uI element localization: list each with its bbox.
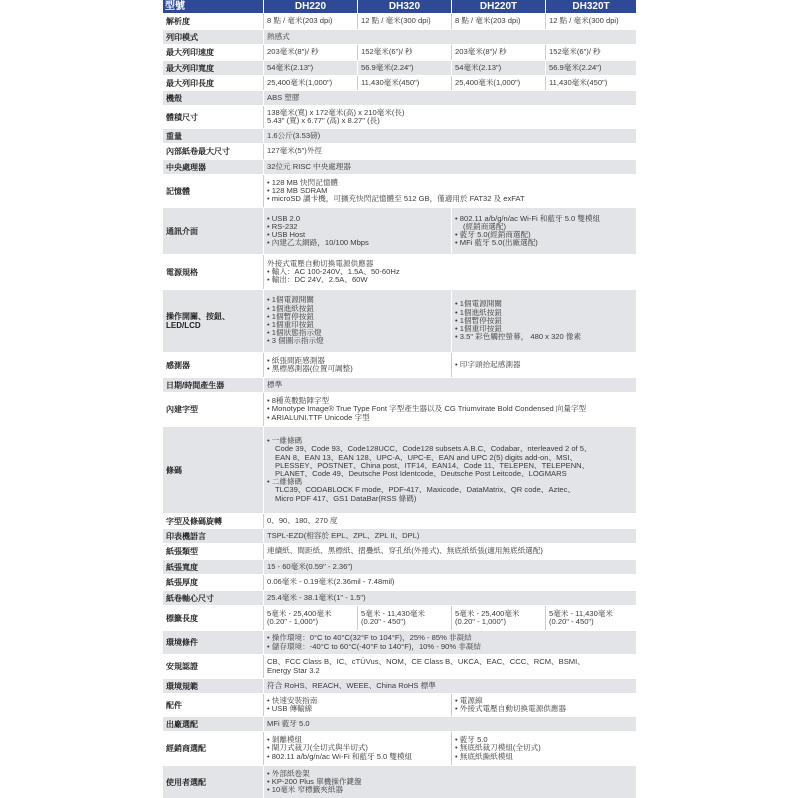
text-line: 12 點 / 毫米(300 dpi) — [549, 16, 619, 26]
text-line: PLANET、Code 49、Deutsche Post Identcode、Deutsche Post Leitcode、LOGMARS — [275, 469, 567, 478]
value-cell — [263, 717, 636, 731]
text-line: PLESSEY、POSTNET、China post、ITF14、EAN14、Code 11、TELEPEN、TELEPENN、 — [275, 460, 590, 470]
row-label: 解析度 — [166, 17, 190, 26]
row-label: 環境規範 — [166, 681, 198, 691]
value-cell — [451, 694, 636, 716]
table-row — [163, 528, 636, 543]
header-dh320: DH320 — [357, 0, 451, 13]
value-cell — [263, 30, 636, 44]
text-line: 1.6公斤(3.53磅) — [267, 130, 321, 140]
spec-table — [163, 0, 636, 798]
table-row — [163, 765, 636, 798]
text-line: Code 39、Code 93、Code128UCC、Code128 subsets A.B.C、Codabar、nterleaved 2 of 5、 — [275, 444, 592, 454]
table-row — [163, 289, 636, 352]
value-cell — [357, 76, 451, 90]
row-label: 出廠選配 — [166, 719, 198, 729]
text-line: TSPL-EZD(相容於 EPL、ZPL、ZPL II、DPL) — [267, 530, 420, 540]
table-row — [163, 143, 636, 159]
row-label: 感測器 — [166, 360, 190, 370]
value-cell — [263, 591, 636, 605]
bullet-item: • MFi 藍牙 5.0(出廠選配) — [455, 238, 538, 248]
header-dh220: DH220 — [263, 0, 357, 13]
row-label: 環境條件 — [166, 638, 198, 647]
bullet-item: • microSD 讀卡機，可擴充快閃記憶體至 512 GB，僅適用於 FAT32 及 exFAT — [267, 194, 525, 204]
bullet-item: • KP-200 Plus 單機操作鍵盤 — [267, 776, 362, 786]
bullet-item: • 二維條碼 — [267, 477, 303, 487]
table-row — [163, 605, 636, 630]
bullet-item: • 1個暫停按鈕 — [455, 315, 502, 325]
table-row — [163, 426, 636, 513]
table-row — [163, 590, 636, 605]
table-row — [163, 693, 636, 716]
bullet-item: • 印字頭抬起感測器 — [455, 359, 521, 369]
row-label: 印表機語言 — [166, 531, 206, 541]
table-row — [163, 174, 636, 207]
table-row — [163, 559, 636, 574]
row-label: 字型及條碼旋轉 — [166, 516, 222, 526]
bullet-item: • 1個重印按鈕 — [267, 320, 314, 329]
text-line: 54毫米(2.13") — [267, 62, 314, 72]
value-cell — [263, 766, 636, 798]
header-dh220t: DH220T — [451, 0, 545, 13]
bullet-item: • 內建乙太網路，10/100 Mbps — [267, 238, 369, 248]
text-line: 152毫米(6")/ 秒 — [361, 47, 413, 57]
text-line: 5毫米 - 11,430毫米 — [361, 608, 426, 618]
table-row — [163, 60, 636, 75]
value-cell — [263, 14, 357, 29]
value-cell — [263, 208, 451, 254]
table-row — [163, 392, 636, 426]
text-line: 5.43" (寬) x 6.77" (高) x 8.27" (長) — [267, 116, 380, 125]
table-row — [163, 75, 636, 90]
text-line: 5毫米 - 25,400毫米 — [267, 608, 332, 618]
value-cell — [263, 393, 636, 426]
bullet-item: • 閘刀式裁刀(全切式與半切式) — [267, 743, 368, 753]
text-line: 標準 — [267, 379, 283, 389]
value-cell — [545, 14, 636, 29]
text-line: Energy Star 3.2 — [267, 665, 320, 675]
bullet-item: • 輸出：DC 24V、2.5A、60W — [267, 275, 368, 285]
value-cell — [451, 208, 636, 254]
text-line: 外接式電壓自動切換電源供應器 — [267, 258, 374, 268]
text-line: MFi 藍牙 5.0 — [267, 718, 310, 728]
row-label: 標籤長度 — [166, 613, 198, 623]
table-row — [163, 105, 636, 128]
text-line: 54毫米(2.13") — [455, 62, 502, 72]
text-line: 56.9毫米(2.24") — [361, 62, 414, 72]
text-line: (0.20" - 450") — [549, 617, 594, 626]
value-cell — [263, 631, 636, 654]
text-line: 5毫米 - 25,400毫米 — [455, 608, 520, 618]
text-line: 127毫米(5")外徑 — [267, 146, 323, 156]
bullet-item: • 電源線 — [455, 695, 483, 705]
value-cell — [451, 732, 636, 765]
bullet-item: • 藍牙 5.0 — [455, 735, 488, 745]
table-row — [163, 654, 636, 678]
row-label: 紙張類型 — [166, 547, 198, 556]
value-cell — [451, 290, 636, 352]
value-cell — [263, 529, 636, 543]
text-line: 12 點 / 毫米(300 dpi) — [361, 16, 431, 26]
text-line: 152毫米(6")/ 秒 — [549, 47, 601, 57]
bullet-item: • 儲存環境：-40°C to 60°C(-40°F to 140°F)，10% - 90% 非凝結 — [267, 641, 481, 651]
bullet-item: • RS-232 — [267, 221, 298, 231]
bullet-item: • 外接式電壓自動切換電源供應器 — [455, 704, 567, 713]
text-line: (經銷商選配) — [463, 221, 507, 231]
text-line: 8 點 / 毫米(203 dpi) — [455, 16, 521, 26]
value-cell — [451, 45, 545, 60]
text-line: ABS 塑膠 — [267, 92, 300, 102]
value-cell — [545, 76, 636, 90]
bullet-item: • USB Host — [267, 230, 306, 239]
text-line: 25.4毫米 - 38.1毫米(1" - 1.5") — [267, 592, 366, 602]
text-line: 15 - 60毫米(0.59" - 2.36") — [267, 561, 353, 571]
row-label: 內部紙卷最大尺寸 — [166, 147, 230, 156]
row-label: 操作開關、按鈕、 LED/LCD — [166, 312, 230, 330]
value-cell — [263, 353, 451, 377]
bullet-item: • 1個電源開關 — [267, 295, 314, 305]
text-line: 203毫米(8")/ 秒 — [267, 47, 319, 57]
value-cell — [451, 353, 636, 377]
bullet-item: • USB 傳輸線 — [267, 704, 313, 713]
table-row — [163, 13, 636, 29]
row-label: 紙張厚度 — [166, 578, 198, 587]
value-cell — [263, 544, 636, 559]
text-line: Micro PDF 417、GS1 DataBar(RSS 條碼) — [275, 493, 417, 503]
row-label: 通訊介面 — [166, 226, 198, 236]
row-label: 體積尺寸 — [166, 112, 198, 122]
bullet-item: • 無底紙裁刀模組(全切式) — [455, 743, 541, 753]
text-line: CB、FCC Class B、IC、cTÜVus、NOM、CE Class B、UKCA、EAC、CCC、RCM、BSMI、 — [267, 657, 585, 667]
bullet-item: • 黑標感測器(位置可調整) — [267, 364, 353, 373]
bullet-item: • 1個狀態指示燈 — [267, 328, 322, 338]
text-line: 25,400毫米(1,000") — [267, 77, 333, 87]
row-label: 中央處理器 — [166, 162, 206, 172]
bullet-item: • 輸入：AC 100-240V、1.5A、50-60Hz — [267, 266, 400, 276]
row-label: 條碼 — [166, 465, 182, 475]
bullet-item: • 3.5" 彩色觸控螢幕， 480 x 320 像素 — [455, 332, 582, 342]
table-row — [163, 543, 636, 559]
value-cell — [357, 606, 451, 630]
row-label: 日期/時間產生器 — [166, 380, 225, 390]
row-label: 最大列印速度 — [166, 48, 214, 57]
table-row — [163, 630, 636, 654]
table-row — [163, 513, 636, 528]
value-cell — [263, 694, 451, 716]
bullet-item: • ARIALUNI.TTF Unicode 字型 — [267, 412, 370, 422]
table-row — [163, 207, 636, 254]
bullet-item: • 10毫米 窄標籤夾紙器 — [267, 785, 344, 795]
text-line: 203毫米(8")/ 秒 — [455, 47, 507, 57]
value-cell — [263, 560, 636, 574]
row-label: 機殼 — [166, 93, 182, 103]
bullet-item: • 1個進紙按鈕 — [267, 303, 314, 313]
value-cell — [357, 61, 451, 75]
text-line: 32位元 RISC 中央處理器 — [267, 161, 351, 171]
text-line: 符合 RoHS、REACH、WEEE、China RoHS 標準 — [267, 680, 436, 690]
table-row — [163, 731, 636, 765]
bullet-item: • 802.11 a/b/g/n/ac Wi-Fi 和藍牙 5.0 雙模組 — [267, 751, 413, 761]
value-cell — [263, 76, 357, 90]
text-line: 11,430毫米(450") — [361, 77, 420, 87]
row-label: 最大列印長度 — [166, 78, 214, 88]
row-label: 經銷商選配 — [166, 744, 206, 753]
value-cell — [545, 606, 636, 630]
value-cell — [263, 91, 636, 105]
table-row — [163, 377, 636, 392]
table-header — [163, 0, 636, 13]
bullet-item: • 128 MB 快閃記憶體 — [267, 177, 339, 187]
value-cell — [263, 45, 357, 60]
text-line: TLC39、CODABLOCK F mode、PDF-417、Maxicode、DataMatrix、QR code、Aztec、 — [275, 485, 576, 495]
text-line: 連續紙、間距紙、黑標紙、摺疊紙、穿孔紙(外捲式)、無底紙紙張(適用無底紙選配) — [267, 546, 543, 556]
value-cell — [263, 61, 357, 75]
value-cell — [263, 732, 451, 765]
bullet-item: • 8種英數點陣字型 — [267, 396, 330, 406]
value-cell — [263, 144, 636, 159]
text-line: 138毫米(寬) x 172毫米(高) x 210毫米(長) — [267, 107, 405, 117]
row-label: 配件 — [166, 700, 182, 710]
bullet-item: • 快速安裝指南 — [267, 695, 318, 705]
value-cell — [263, 427, 636, 513]
value-cell — [263, 575, 636, 590]
bullet-item: • 外部紙卷架 — [267, 768, 310, 778]
bullet-item: • 802.11 a/b/g/n/ac Wi-Fi 和藍牙 5.0 雙模組 — [455, 213, 601, 223]
value-cell — [451, 61, 545, 75]
text-line: (0.20" - 1,000") — [455, 617, 506, 626]
row-label: 最大列印寬度 — [166, 63, 214, 73]
bullet-item: • 1個進紙按鈕 — [455, 307, 502, 317]
row-label: 使用者選配 — [166, 777, 206, 787]
value-cell — [263, 378, 636, 392]
value-cell — [451, 606, 545, 630]
table-row — [163, 29, 636, 44]
table-row — [163, 44, 636, 60]
text-line: 5毫米 - 11,430毫米 — [549, 608, 614, 618]
bullet-item: • 1個電源開關 — [455, 299, 502, 309]
bullet-item: • 無底紙撕紙模組 — [455, 751, 513, 761]
value-cell — [263, 175, 636, 207]
text-line: 0.06毫米 - 0.19毫米(2.36mil - 7.48mil) — [267, 577, 395, 587]
table-row — [163, 716, 636, 731]
row-label: 內建字型 — [166, 405, 198, 414]
text-line: EAN 8、EAN 13、EAN 128、UPC-A、UPC-E、EAN and UPC 2(5) digits add-on、MSI、 — [275, 452, 578, 462]
bullet-item: • USB 2.0 — [267, 213, 301, 223]
table-row — [163, 90, 636, 105]
bullet-item: • 藍牙 5.0(經銷商選配) — [455, 230, 531, 239]
row-label: 紙張寬度 — [166, 562, 198, 572]
row-label: 列印模式 — [166, 32, 198, 42]
bullet-item: • 128 MB SDRAM — [267, 185, 328, 195]
bullet-item: • 1個暫停按鈕 — [267, 311, 314, 321]
value-cell — [263, 655, 636, 678]
value-cell — [357, 14, 451, 29]
table-row — [163, 574, 636, 590]
text-line: (0.20" - 1,000") — [267, 617, 318, 626]
table-row — [163, 254, 636, 289]
value-cell — [545, 45, 636, 60]
value-cell — [357, 45, 451, 60]
value-cell — [451, 14, 545, 29]
row-label: 記憶體 — [166, 186, 190, 196]
bullet-item: • 1個重印按鈕 — [455, 324, 502, 334]
header-dh320t: DH320T — [545, 0, 636, 13]
value-cell — [263, 255, 636, 289]
text-line: 8 點 / 毫米(203 dpi) — [267, 16, 333, 26]
value-cell — [451, 76, 545, 90]
text-line: (0.20" - 450") — [361, 617, 406, 626]
value-cell — [263, 679, 636, 693]
bullet-item: • 3 個圖示指示燈 — [267, 336, 324, 346]
table-row — [163, 128, 636, 143]
bullet-item: • 一維條碼 — [267, 436, 303, 446]
value-cell — [263, 129, 636, 143]
bullet-item: • 剝離模組 — [267, 735, 303, 745]
table-row — [163, 678, 636, 693]
value-cell — [545, 61, 636, 75]
row-label: 電源規格 — [166, 267, 198, 277]
value-cell — [263, 106, 636, 128]
row-label: 安規認證 — [166, 662, 198, 671]
bullet-item: • Monotype Image® True Type Font 字型產生器以及 CG Triumvirate Bold Condensed 向量字型 — [267, 404, 587, 414]
value-cell — [263, 606, 357, 630]
value-cell — [263, 160, 636, 174]
bullet-item: • 操作環境：0°C to 40°C(32°F to 104°F)，25% - 85% 非凝結 — [267, 633, 472, 643]
text-line: 熱感式 — [267, 31, 290, 41]
table-body — [163, 13, 636, 798]
table-row — [163, 352, 636, 377]
value-cell — [263, 514, 636, 528]
bullet-item: • 紙張間距感測器 — [267, 355, 325, 365]
text-line: 0、90、180、270 度 — [267, 515, 338, 525]
row-label: 重量 — [166, 131, 182, 141]
value-cell — [263, 290, 451, 352]
table-row — [163, 159, 636, 174]
text-line: 56.9毫米(2.24") — [549, 62, 602, 72]
text-line: 11,430毫米(450") — [549, 77, 608, 87]
row-label: 紙卷軸心尺寸 — [166, 593, 214, 603]
text-line: 25,400毫米(1,000") — [455, 77, 521, 87]
header-model-label: 型號 — [165, 1, 185, 12]
